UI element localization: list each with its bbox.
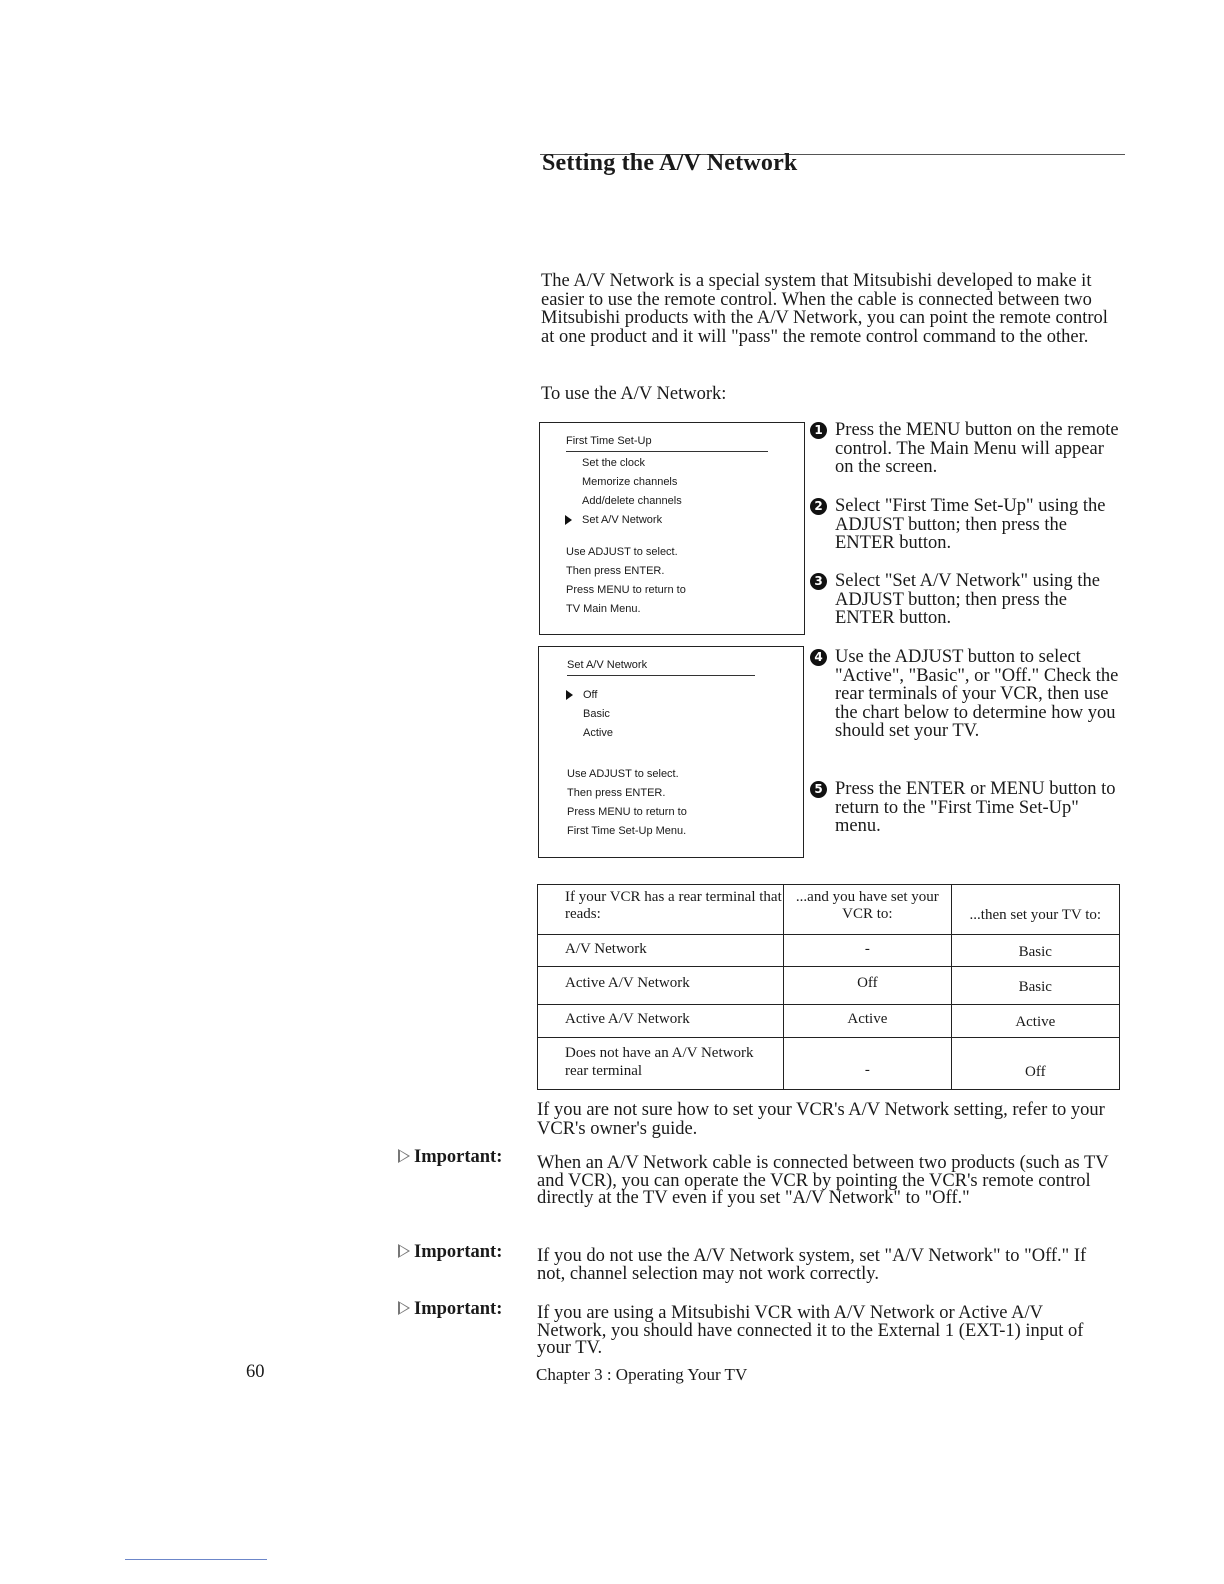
triangle-bullet-icon (398, 1244, 410, 1258)
important-text: If you are using a Mitsubishi VCR with A/V Network or Active A/V Network, you should have connected it to the External 1 (EXT-1) input of your TV. (537, 1303, 1084, 1358)
step-text: Select "Set A/V Network" using the ADJUST button; then press the ENTER button. (835, 571, 1100, 629)
table-cell: Basic (951, 935, 1119, 967)
important-text: When an A/V Network cable is connected between two products (such as TV and VCR), you can operate the VCR by pointing the VCR's remote control directly at the TV even if you set "A/V Network" to "Off." (537, 1153, 1109, 1208)
table-cell: A/V Network (538, 935, 784, 967)
step-text: Use the ADJUST button to select "Active", "Basic", or "Off." Check the rear terminals of your VCR, then use the chart below to determine how you should set your TV. (835, 647, 1119, 742)
table-header: ...then set your TV to: (951, 885, 1119, 935)
step-number-icon: 3 (810, 573, 827, 590)
important-label: Important: (398, 1242, 502, 1263)
table-header: ...and you have set your VCR to: (784, 885, 951, 935)
setting-chart-table (537, 884, 1120, 1090)
menu-title-rule (566, 451, 768, 452)
table-cell: Active A/V Network (538, 967, 784, 1005)
important-text: If you do not use the A/V Network system, set "A/V Network" to "Off." If not, channel selection may not work correctly. (537, 1246, 1087, 1284)
step-number-icon: 4 (810, 649, 827, 666)
page-number: 60 (246, 1362, 265, 1382)
important-label: Important: (398, 1147, 502, 1168)
step-text: Press the ENTER or MENU button to return to the "First Time Set-Up" menu. (835, 779, 1116, 837)
menu-help: Press MENU to return to (567, 806, 687, 818)
menu-title: Set A/V Network (567, 659, 648, 671)
step-text: Press the MENU button on the remote control. The Main Menu will appear on the screen. (835, 420, 1119, 478)
table-row (538, 1005, 1120, 1038)
table-cell: - (784, 935, 951, 967)
menu-help: Use ADJUST to select. (567, 768, 679, 780)
table-row (538, 1038, 1120, 1090)
table-cell: Active (951, 1005, 1119, 1038)
menu-help: First Time Set-Up Menu. (567, 825, 687, 837)
step-number-icon: 5 (810, 781, 827, 798)
table-cell: Basic (951, 967, 1119, 1005)
triangle-bullet-icon (398, 1301, 410, 1315)
table-cell: Does not have an A/V Network rear terminal (538, 1038, 784, 1090)
menu-help: Press MENU to return to (566, 584, 686, 596)
menu-help: Use ADJUST to select. (566, 546, 678, 558)
step-number-icon: 1 (810, 422, 827, 439)
table-row (538, 967, 1120, 1005)
bottom-rule (125, 1559, 267, 1560)
after-table-note: If you are not sure how to set your VCR's A/V Network setting, refer to your VCR's owner's guide. (537, 1100, 1105, 1139)
table-cell: Active (784, 1005, 951, 1038)
first-time-setup-menu (539, 422, 805, 635)
step-text: Select "First Time Set-Up" using the ADJUST button; then press the ENTER button. (835, 496, 1106, 554)
triangle-bullet-icon (398, 1149, 410, 1163)
table-cell: Off (951, 1038, 1119, 1090)
use-line: To use the A/V Network: (541, 384, 727, 404)
step-number-icon: 2 (810, 498, 827, 515)
table-header: If your VCR has a rear terminal that reads: (538, 885, 784, 935)
table-cell: Active A/V Network (538, 1005, 784, 1038)
menu-item-selected: Off (583, 689, 598, 701)
menu-item: Basic (583, 708, 610, 720)
menu-item: Set the clock (582, 457, 645, 469)
menu-title: First Time Set-Up (566, 435, 652, 447)
menu-item: Active (583, 727, 613, 739)
menu-item: Add/delete channels (582, 495, 682, 507)
page-title: Setting the A/V Network (542, 150, 798, 176)
important-label: Important: (398, 1299, 502, 1320)
menu-item-selected: Set A/V Network (582, 514, 663, 526)
menu-help: Then press ENTER. (566, 565, 665, 577)
selection-arrow-icon (565, 515, 572, 525)
table-cell: - (784, 1038, 951, 1090)
chapter-footer: Chapter 3 : Operating Your TV (536, 1365, 748, 1384)
menu-item: Memorize channels (582, 476, 678, 488)
table-header-row (538, 885, 1120, 935)
menu-title-rule (567, 675, 755, 676)
table-row (538, 935, 1120, 967)
menu-help: Then press ENTER. (567, 787, 666, 799)
menu-help: TV Main Menu. (566, 603, 641, 615)
table-cell: Off (784, 967, 951, 1005)
selection-arrow-icon (566, 690, 573, 700)
intro-paragraph: The A/V Network is a special system that Mitsubishi developed to make it easier to use the remote control. When the cable is connected between two Mitsubishi products with the A/V Network, you can point the remote control at one product and it will "pass" the remote control command to the other. (541, 271, 1108, 347)
set-av-network-menu (538, 646, 804, 858)
